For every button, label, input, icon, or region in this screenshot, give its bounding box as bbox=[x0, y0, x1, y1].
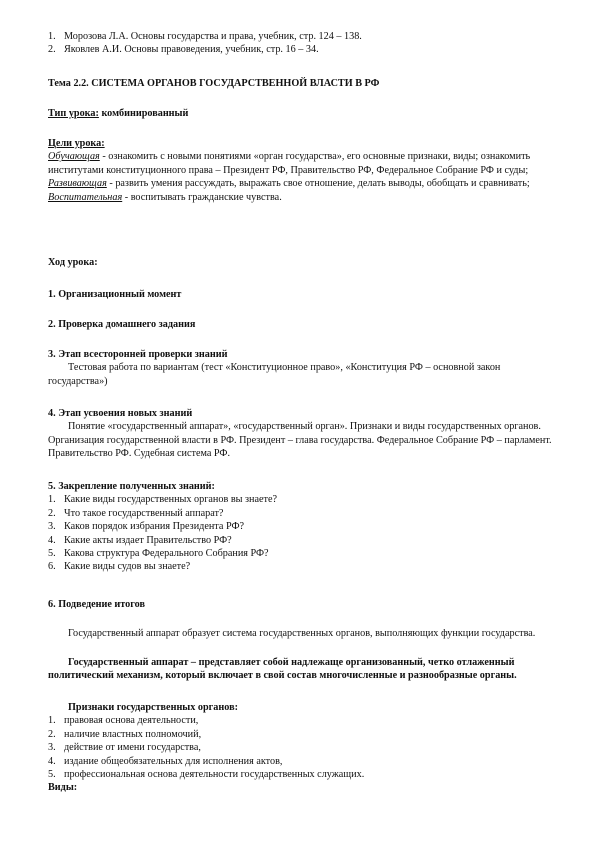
list-item: 6. Какие виды судов вы знаете? bbox=[48, 561, 191, 573]
step-6-heading: 6. Подведение итогов bbox=[48, 599, 145, 610]
lesson-type-label: Тип урока: bbox=[48, 108, 99, 119]
types-heading: Виды: bbox=[48, 782, 78, 794]
step-4-text: Понятие «государственный аппарат», «государственный орган». Признаки и виды государственных органов. Организация государственной власти в РФ. Президент – глава государства. Федеральное Собрание РФ – парламент. Правительство РФ. Судебная система РФ. bbox=[48, 421, 552, 460]
goal-developing: Развивающая - развить умения рассуждать, выражать свое отношение, делать выводы, обобщать и сравнивать; bbox=[48, 178, 530, 190]
summary-paragraph-1: Государственный аппарат образует система государственных органов, выполняющих функции государства. bbox=[68, 628, 536, 639]
goals-section bbox=[48, 137, 553, 204]
list-item: 3. Каков порядок избрания Президента РФ? bbox=[48, 521, 245, 533]
step-3-section bbox=[48, 348, 553, 388]
topic-title: Тема 2.2. СИСТЕМА ОРГАНОВ ГОСУДАРСТВЕННОЙ ВЛАСТИ В РФ bbox=[48, 78, 380, 89]
step-4-section bbox=[48, 407, 553, 461]
list-item: 3. действие от имени государства, bbox=[48, 742, 201, 754]
features-list bbox=[48, 714, 553, 781]
summary-paragraph-2: Государственный аппарат – представляет собой надлежаще организованный, четко отлаженный политический механизм, который включает в свой состав многочисленные и разнообразные органы. bbox=[48, 657, 517, 682]
list-item: 1. Морозова Л.А. Основы государства и права, учебник, стр. 124 – 138. bbox=[48, 31, 362, 42]
list-item: 4. Какие акты издает Правительство РФ? bbox=[48, 534, 232, 546]
literature-list bbox=[48, 30, 553, 57]
questions-list bbox=[48, 493, 553, 573]
features-heading: Признаки государственных органов: bbox=[68, 702, 238, 713]
list-item: 5. профессиональная основа деятельности государственных служащих. bbox=[48, 769, 365, 781]
step-5-heading: 5. Закрепление полученных знаний: bbox=[48, 481, 215, 492]
goals-heading: Цели урока: bbox=[48, 138, 105, 149]
step-1-heading: 1. Организационный момент bbox=[48, 289, 182, 300]
goal-educating: Воспитательная - воспитывать гражданские чувства. bbox=[48, 191, 282, 203]
lesson-type bbox=[48, 107, 553, 120]
list-item: 4. издание общеобязательных для исполнения актов, bbox=[48, 755, 283, 767]
list-item: 2. Яковлев А.И. Основы правоведения, учебник, стр. 16 – 34. bbox=[48, 44, 319, 56]
list-item: 2. наличие властных полномочий, bbox=[48, 728, 202, 740]
lesson-type-value: комбинированный bbox=[98, 108, 189, 119]
course-heading: Ход урока: bbox=[48, 257, 98, 268]
goal-teaching: Обучающая - ознакомить с новыми понятиями «орган государства», его основные признаки, виды; ознакомить институтами конституционного права – Президент РФ, Правительство РФ, Федеральное Собрание РФ и суды; bbox=[48, 151, 531, 176]
step-3-heading: 3. Этап всесторонней проверки знаний bbox=[48, 349, 228, 360]
list-item: 1. правовая основа деятельности, bbox=[48, 715, 199, 727]
list-item: 2. Что такое государственный аппарат? bbox=[48, 507, 224, 519]
list-item: 5. Какова структура Федерального Собрания РФ? bbox=[48, 548, 269, 560]
step-2-heading: 2. Проверка домашнего задания bbox=[48, 319, 196, 330]
list-item: 1. Какие виды государственных органов вы знаете? bbox=[48, 494, 278, 506]
step-4-heading: 4. Этап усвоения новых знаний bbox=[48, 408, 193, 419]
step-5-section bbox=[48, 480, 553, 574]
features-section bbox=[48, 701, 553, 795]
step-3-text: Тестовая работа по вариантам (тест «Конституционное право», «Конституция РФ – основной закон государства») bbox=[48, 362, 501, 387]
